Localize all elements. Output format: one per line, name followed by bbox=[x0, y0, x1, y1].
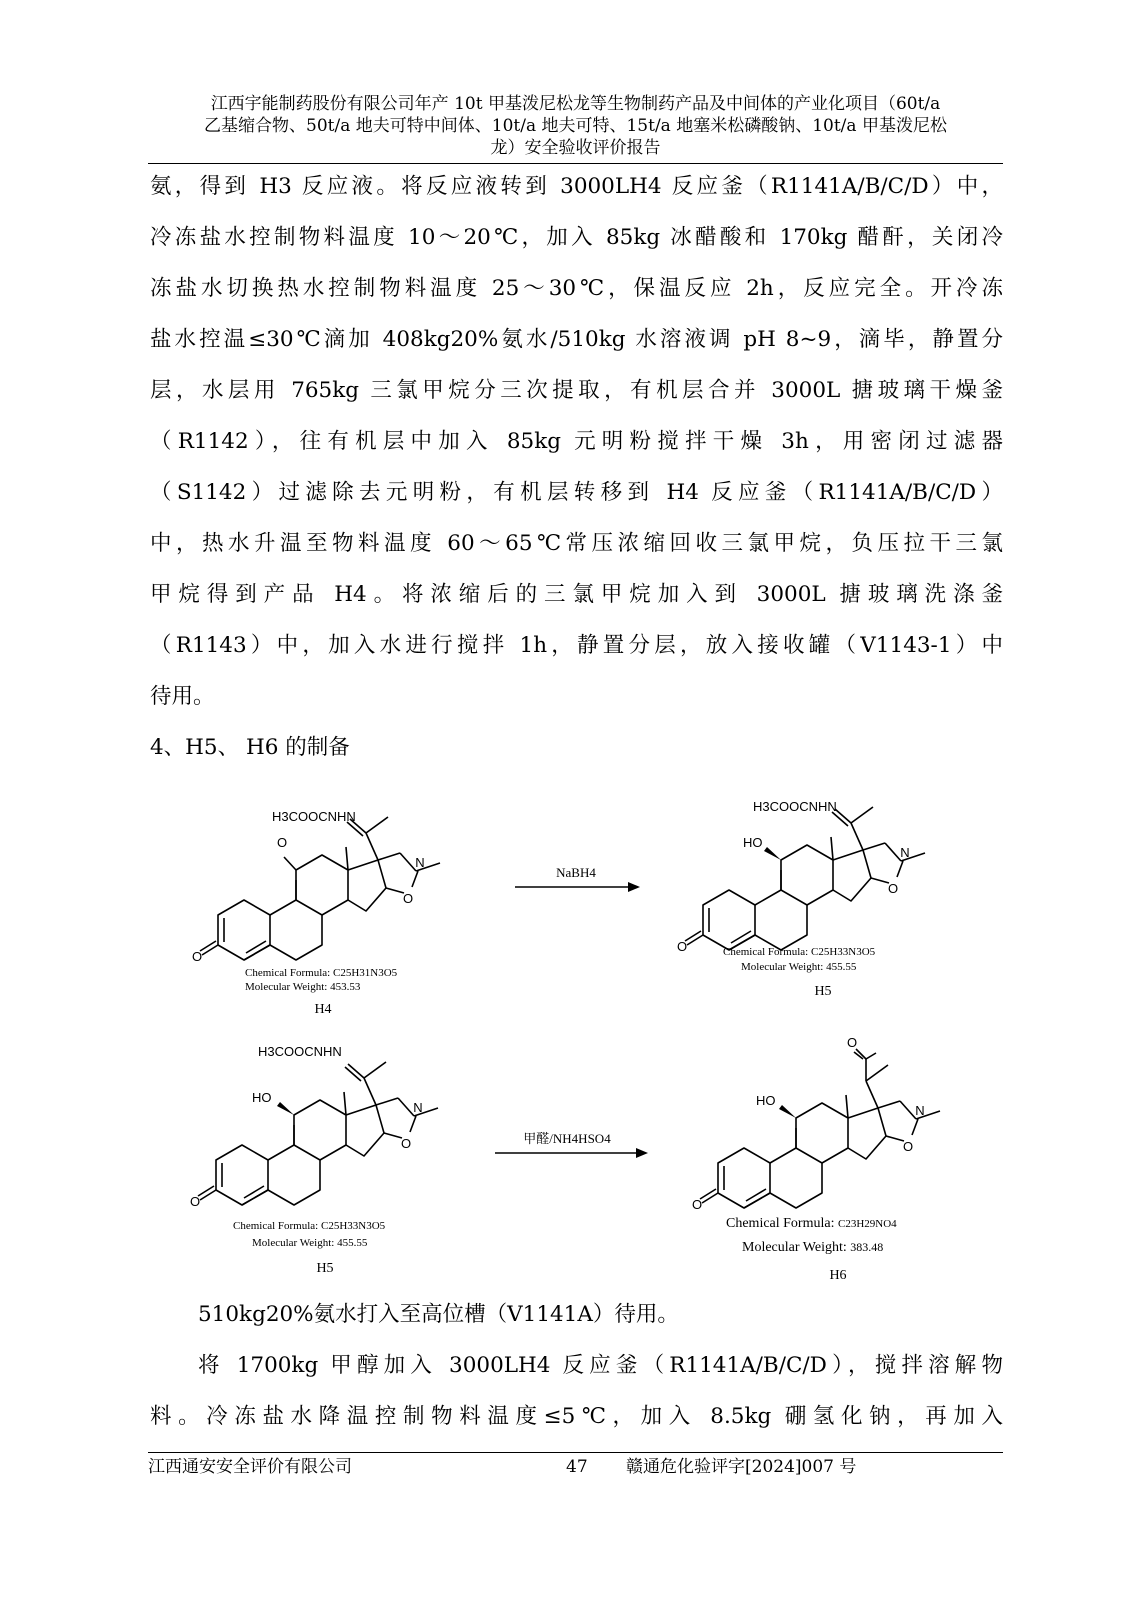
atom-o: O bbox=[192, 949, 203, 964]
page-header bbox=[148, 93, 1003, 159]
body-line: 盐水控温≤30℃滴加 408kg20%氨水/510kg 水溶液调 pH 8~9，滴毕，静置分 bbox=[150, 327, 1003, 352]
atom-o: O bbox=[276, 835, 288, 850]
body-line: 将 1700kg 甲醇加入 3000LH4 反应釜（R1141A/B/C/D），搅拌溶解物 bbox=[198, 1353, 1003, 1378]
body-line: 层，水层用 765kg 三氯甲烷分三次提取，有机层合并 3000L 搪玻璃干燥釜 bbox=[150, 378, 1003, 403]
atom-o: O bbox=[902, 1139, 914, 1154]
footer-doc-number: 赣通危化验评字[2024]007 号 bbox=[626, 1457, 857, 1477]
formula-h6: Chemical Formula: C23H29NO4 bbox=[726, 1216, 897, 1231]
hydroxyl-substituent: HO bbox=[756, 1093, 776, 1108]
atom-o: O bbox=[677, 939, 688, 954]
formula-h5: Chemical Formula: C25H33N3O5 bbox=[233, 1220, 386, 1232]
formula-h5: Chemical Formula: C25H33N3O5 bbox=[723, 946, 876, 958]
atom-o: O bbox=[400, 1136, 412, 1151]
structure-h6 bbox=[692, 1035, 940, 1283]
atom-o: O bbox=[887, 881, 899, 896]
body-line: （R1142），往有机层中加入 85kg 元明粉搅拌干燥 3h，用密闭过滤器 bbox=[150, 429, 1003, 454]
body-line: 冷冻盐水控制物料温度 10～20℃，加入 85kg 冰醋酸和 170kg 醋酐，关闭冷 bbox=[150, 225, 1003, 250]
footer-company: 江西通安安全评价有限公司 bbox=[148, 1457, 352, 1477]
structure-h5-bottom bbox=[190, 1044, 438, 1276]
reaction-arrow-2 bbox=[495, 1131, 648, 1158]
body-line: （S1142）过滤除去元明粉，有机层转移到 H4 反应釜（R1141A/B/C/D） bbox=[150, 480, 1003, 505]
hydrazone-substituent: H3COOCNHN bbox=[258, 1044, 342, 1059]
header-line-2: 乙基缩合物、50t/a 地夫可特中间体、10t/a 地夫可特、15t/a 地塞米松磷酸钠、10t/a 甲基泼尼松 bbox=[204, 116, 947, 136]
atom-n: N bbox=[900, 845, 910, 860]
atom-n: N bbox=[915, 1103, 925, 1118]
hydrazone-substituent: H3COOCNHN bbox=[753, 799, 837, 814]
header-line-3: 龙）安全验收评价报告 bbox=[490, 138, 661, 158]
atom-n: N bbox=[415, 855, 425, 870]
atom-o: O bbox=[190, 1194, 201, 1209]
molecular-weight-h4: Molecular Weight: 453.53 bbox=[245, 981, 361, 993]
hydrazone-substituent: H3COOCNHN bbox=[272, 809, 356, 824]
reagent-nabh4: NaBH4 bbox=[556, 865, 596, 880]
body-line: 待用。 bbox=[150, 684, 215, 709]
page-number: 47 bbox=[566, 1457, 588, 1477]
body-line: （R1143）中，加入水进行搅拌 1h，静置分层，放入接收罐（V1143-1）中 bbox=[150, 633, 1003, 658]
compound-label-h4: H4 bbox=[314, 1002, 332, 1017]
body-line: 甲烷得到产品 H4。将浓缩后的三氯甲烷加入到 3000L 搪玻璃洗涤釜 bbox=[150, 582, 1003, 607]
reaction-scheme bbox=[170, 795, 1000, 1300]
body-line: 中，热水升温至物料温度 60～65℃常压浓缩回收三氯甲烷，负压拉干三氯 bbox=[150, 531, 1003, 556]
reaction-arrow-1 bbox=[515, 865, 640, 892]
molecular-weight-h5: Molecular Weight: 455.55 bbox=[252, 1237, 368, 1249]
body-line: 料。冷冻盐水降温控制物料温度≤5℃，加入 8.5kg 硼氢化钠，再加入 bbox=[150, 1404, 1003, 1429]
atom-o: O bbox=[692, 1197, 703, 1212]
body-line: 510kg20%氨水打入至高位槽（V1141A）待用。 bbox=[198, 1302, 679, 1327]
hydroxyl-substituent: HO bbox=[252, 1090, 272, 1105]
atom-o: O bbox=[402, 891, 414, 906]
structure-h4 bbox=[192, 809, 440, 1017]
reagent-formaldehyde-nh4hso4: 甲醛/NH4HSO4 bbox=[523, 1131, 611, 1146]
compound-label-h5: H5 bbox=[316, 1261, 334, 1276]
compound-label-h5: H5 bbox=[814, 984, 832, 999]
compound-label-h6: H6 bbox=[829, 1268, 847, 1283]
atom-n: N bbox=[413, 1100, 423, 1115]
header-line-1: 江西宇能制药股份有限公司年产 10t 甲基泼尼松龙等生物制药产品及中间体的产业化项目（60t/a bbox=[210, 94, 941, 114]
body-line: 氨，得到 H3 反应液。将反应液转到 3000LH4 反应釜（R1141A/B/C/D）中， bbox=[150, 174, 1003, 199]
molecular-weight-h5: Molecular Weight: 455.55 bbox=[741, 961, 857, 973]
body-line: 冻盐水切换热水控制物料温度 25～30℃，保温反应 2h，反应完全。开冷冻 bbox=[150, 276, 1003, 301]
hydroxyl-substituent: HO bbox=[743, 835, 763, 850]
molecular-weight-h6: Molecular Weight: 383.48 bbox=[742, 1240, 884, 1255]
atom-o: O bbox=[846, 1035, 858, 1050]
formula-h4: Chemical Formula: C25H31N3O5 bbox=[245, 967, 398, 979]
section-heading: 4、H5、 H6 的制备 bbox=[150, 735, 350, 760]
footer-divider bbox=[148, 1452, 1003, 1453]
structure-h5-top bbox=[677, 799, 925, 999]
